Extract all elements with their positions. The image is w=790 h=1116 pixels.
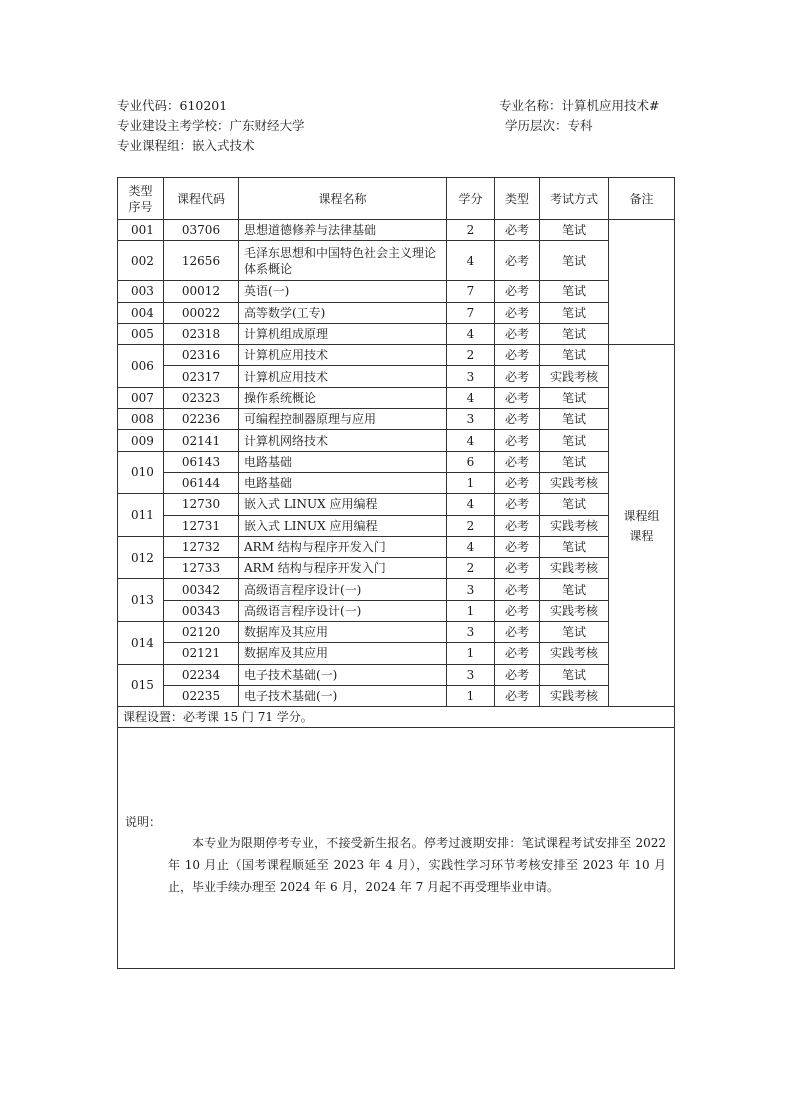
cell-code: 00012 bbox=[164, 281, 239, 302]
cell-code: 02235 bbox=[164, 685, 239, 706]
table-row bbox=[118, 558, 675, 579]
cell-code: 12733 bbox=[164, 558, 239, 579]
cell-name: ARM 结构与程序开发入门 bbox=[239, 558, 447, 579]
cell-credit: 3 bbox=[447, 579, 495, 600]
cell-exam: 笔试 bbox=[540, 345, 609, 366]
col-header-name: 课程名称 bbox=[239, 178, 447, 220]
cell-credit: 4 bbox=[447, 387, 495, 408]
table-row bbox=[118, 579, 675, 600]
cell-exam: 笔试 bbox=[540, 622, 609, 643]
cell-seq: 003 bbox=[118, 281, 164, 302]
cell-code: 12731 bbox=[164, 515, 239, 536]
cell-type: 必考 bbox=[495, 323, 540, 344]
note-row bbox=[118, 728, 675, 969]
cell-seq: 006 bbox=[118, 345, 164, 388]
cell-type: 必考 bbox=[495, 430, 540, 451]
col-header-seq: 类型序号 bbox=[118, 178, 164, 220]
cell-credit: 2 bbox=[447, 515, 495, 536]
table-row bbox=[118, 323, 675, 344]
cell-type: 必考 bbox=[495, 664, 540, 685]
cell-type: 必考 bbox=[495, 622, 540, 643]
cell-name: 计算机组成原理 bbox=[239, 323, 447, 344]
table-row bbox=[118, 387, 675, 408]
cell-type: 必考 bbox=[495, 281, 540, 302]
cell-code: 02318 bbox=[164, 323, 239, 344]
cell-exam: 实践考核 bbox=[540, 558, 609, 579]
cell-name: 电子技术基础(一) bbox=[239, 685, 447, 706]
table-row bbox=[118, 451, 675, 472]
cell-seq: 015 bbox=[118, 664, 164, 707]
cell-code: 02141 bbox=[164, 430, 239, 451]
cell-name: 英语(一) bbox=[239, 281, 447, 302]
col-header-remark: 备注 bbox=[609, 178, 675, 220]
cell-credit: 3 bbox=[447, 622, 495, 643]
course-group: 专业课程组：嵌入式技术 bbox=[117, 138, 255, 153]
cell-seq: 001 bbox=[118, 220, 164, 241]
cell-code: 02316 bbox=[164, 345, 239, 366]
course-summary: 课程设置：必考课 15 门 71 学分。 bbox=[118, 707, 675, 728]
cell-name: 高级语言程序设计(一) bbox=[239, 579, 447, 600]
cell-exam: 实践考核 bbox=[540, 685, 609, 706]
cell-credit: 2 bbox=[447, 558, 495, 579]
cell-seq: 004 bbox=[118, 302, 164, 323]
major-code: 专业代码：610201 bbox=[117, 98, 228, 113]
cell-code: 02121 bbox=[164, 643, 239, 664]
cell-code: 00022 bbox=[164, 302, 239, 323]
cell-remark-empty bbox=[609, 220, 675, 345]
cell-seq: 008 bbox=[118, 409, 164, 430]
cell-exam: 实践考核 bbox=[540, 643, 609, 664]
cell-name: 操作系统概论 bbox=[239, 387, 447, 408]
table-row bbox=[118, 345, 675, 366]
cell-credit: 2 bbox=[447, 220, 495, 241]
cell-name: 计算机网络技术 bbox=[239, 430, 447, 451]
cell-exam: 笔试 bbox=[540, 323, 609, 344]
school-name: 专业建设主考学校：广东财经大学 bbox=[117, 118, 305, 133]
cell-exam: 笔试 bbox=[540, 451, 609, 472]
cell-remark-group bbox=[609, 345, 675, 707]
cell-seq: 011 bbox=[118, 494, 164, 537]
table-row bbox=[118, 600, 675, 621]
remark-group-label: 课程组课程 bbox=[623, 508, 660, 543]
table-row bbox=[118, 241, 675, 281]
cell-exam: 实践考核 bbox=[540, 600, 609, 621]
col-header-code: 课程代码 bbox=[164, 178, 239, 220]
cell-exam: 实践考核 bbox=[540, 515, 609, 536]
cell-exam: 笔试 bbox=[540, 430, 609, 451]
cell-credit: 4 bbox=[447, 241, 495, 281]
cell-name: 高级语言程序设计(一) bbox=[239, 600, 447, 621]
cell-seq: 010 bbox=[118, 451, 164, 494]
cell-type: 必考 bbox=[495, 685, 540, 706]
cell-code: 02234 bbox=[164, 664, 239, 685]
cell-name: 计算机应用技术 bbox=[239, 345, 447, 366]
cell-type: 必考 bbox=[495, 494, 540, 515]
cell-name: 数据库及其应用 bbox=[239, 622, 447, 643]
cell-code: 02120 bbox=[164, 622, 239, 643]
cell-type: 必考 bbox=[495, 536, 540, 557]
col-header-type: 类型 bbox=[495, 178, 540, 220]
table-row bbox=[118, 536, 675, 557]
cell-code: 00342 bbox=[164, 579, 239, 600]
cell-type: 必考 bbox=[495, 366, 540, 387]
cell-exam: 笔试 bbox=[540, 220, 609, 241]
cell-name: 思想道德修养与法律基础 bbox=[239, 220, 447, 241]
cell-type: 必考 bbox=[495, 409, 540, 430]
major-name: 专业名称：计算机应用技术# bbox=[499, 98, 660, 113]
cell-type: 必考 bbox=[495, 472, 540, 493]
table-row bbox=[118, 622, 675, 643]
cell-code: 02323 bbox=[164, 387, 239, 408]
cell-exam: 笔试 bbox=[540, 579, 609, 600]
cell-name: 高等数学(工专) bbox=[239, 302, 447, 323]
cell-credit: 3 bbox=[447, 409, 495, 430]
cell-name: 数据库及其应用 bbox=[239, 643, 447, 664]
note-cell bbox=[118, 728, 675, 969]
cell-credit: 4 bbox=[447, 430, 495, 451]
cell-code: 02317 bbox=[164, 366, 239, 387]
cell-type: 必考 bbox=[495, 579, 540, 600]
cell-seq: 014 bbox=[118, 622, 164, 665]
note-body: 本专业为限期停考专业，不接受新生报名。停考过渡期安排：笔试课程考试安排至 2022 年 10 月止（国考课程顺延至 2023 年 4 月），实践性学习环节考核安排至 2023 年 10 月止，毕业手续办理至 2024 年 6 月，2024 年 7 月起不再受理毕业申请。 bbox=[168, 836, 666, 895]
cell-code: 03706 bbox=[164, 220, 239, 241]
cell-code: 12656 bbox=[164, 241, 239, 281]
cell-code: 02236 bbox=[164, 409, 239, 430]
cell-name: 计算机应用技术 bbox=[239, 366, 447, 387]
cell-credit: 1 bbox=[447, 472, 495, 493]
cell-name: 电路基础 bbox=[239, 451, 447, 472]
table-row bbox=[118, 430, 675, 451]
cell-credit: 3 bbox=[447, 366, 495, 387]
cell-type: 必考 bbox=[495, 643, 540, 664]
table-row bbox=[118, 515, 675, 536]
cell-type: 必考 bbox=[495, 600, 540, 621]
cell-seq: 005 bbox=[118, 323, 164, 344]
cell-name: 嵌入式 LINUX 应用编程 bbox=[239, 515, 447, 536]
cell-exam: 笔试 bbox=[540, 494, 609, 515]
cell-seq: 009 bbox=[118, 430, 164, 451]
cell-credit: 7 bbox=[447, 302, 495, 323]
cell-code: 12730 bbox=[164, 494, 239, 515]
cell-type: 必考 bbox=[495, 558, 540, 579]
table-row bbox=[118, 664, 675, 685]
table-row bbox=[118, 302, 675, 323]
table-row bbox=[118, 685, 675, 706]
cell-credit: 7 bbox=[447, 281, 495, 302]
cell-credit: 4 bbox=[447, 494, 495, 515]
cell-exam: 实践考核 bbox=[540, 472, 609, 493]
table-row bbox=[118, 494, 675, 515]
cell-exam: 笔试 bbox=[540, 664, 609, 685]
cell-type: 必考 bbox=[495, 302, 540, 323]
table-row bbox=[118, 220, 675, 241]
table-row bbox=[118, 409, 675, 430]
table-row bbox=[118, 366, 675, 387]
cell-credit: 6 bbox=[447, 451, 495, 472]
cell-type: 必考 bbox=[495, 345, 540, 366]
cell-exam: 笔试 bbox=[540, 281, 609, 302]
cell-name: ARM 结构与程序开发入门 bbox=[239, 536, 447, 557]
cell-seq: 012 bbox=[118, 536, 164, 579]
cell-credit: 3 bbox=[447, 664, 495, 685]
col-header-credit: 学分 bbox=[447, 178, 495, 220]
cell-seq: 007 bbox=[118, 387, 164, 408]
summary-row bbox=[118, 707, 675, 728]
cell-credit: 4 bbox=[447, 323, 495, 344]
cell-exam: 笔试 bbox=[540, 409, 609, 430]
cell-credit: 2 bbox=[447, 345, 495, 366]
education-level: 学历层次：专科 bbox=[505, 118, 593, 133]
cell-type: 必考 bbox=[495, 451, 540, 472]
cell-name: 电子技术基础(一) bbox=[239, 664, 447, 685]
cell-credit: 1 bbox=[447, 643, 495, 664]
table-row bbox=[118, 472, 675, 493]
cell-seq: 002 bbox=[118, 241, 164, 281]
cell-exam: 笔试 bbox=[540, 302, 609, 323]
note-title: 说明： bbox=[125, 815, 162, 830]
cell-name: 毛泽东思想和中国特色社会主义理论体系概论 bbox=[239, 241, 447, 281]
cell-code: 12732 bbox=[164, 536, 239, 557]
cell-exam: 笔试 bbox=[540, 536, 609, 557]
cell-exam: 实践考核 bbox=[540, 366, 609, 387]
col-header-exam: 考试方式 bbox=[540, 178, 609, 220]
cell-name: 嵌入式 LINUX 应用编程 bbox=[239, 494, 447, 515]
cell-type: 必考 bbox=[495, 241, 540, 281]
cell-credit: 1 bbox=[447, 685, 495, 706]
cell-name: 电路基础 bbox=[239, 472, 447, 493]
cell-type: 必考 bbox=[495, 515, 540, 536]
cell-code: 06144 bbox=[164, 472, 239, 493]
table-row bbox=[118, 281, 675, 302]
cell-credit: 1 bbox=[447, 600, 495, 621]
cell-code: 00343 bbox=[164, 600, 239, 621]
cell-name: 可编程控制器原理与应用 bbox=[239, 409, 447, 430]
course-table bbox=[117, 177, 675, 969]
cell-code: 06143 bbox=[164, 451, 239, 472]
table-row bbox=[118, 643, 675, 664]
cell-seq: 013 bbox=[118, 579, 164, 622]
cell-type: 必考 bbox=[495, 387, 540, 408]
cell-exam: 笔试 bbox=[540, 241, 609, 281]
table-header-row bbox=[118, 178, 675, 220]
cell-exam: 笔试 bbox=[540, 387, 609, 408]
cell-type: 必考 bbox=[495, 220, 540, 241]
cell-credit: 4 bbox=[447, 536, 495, 557]
